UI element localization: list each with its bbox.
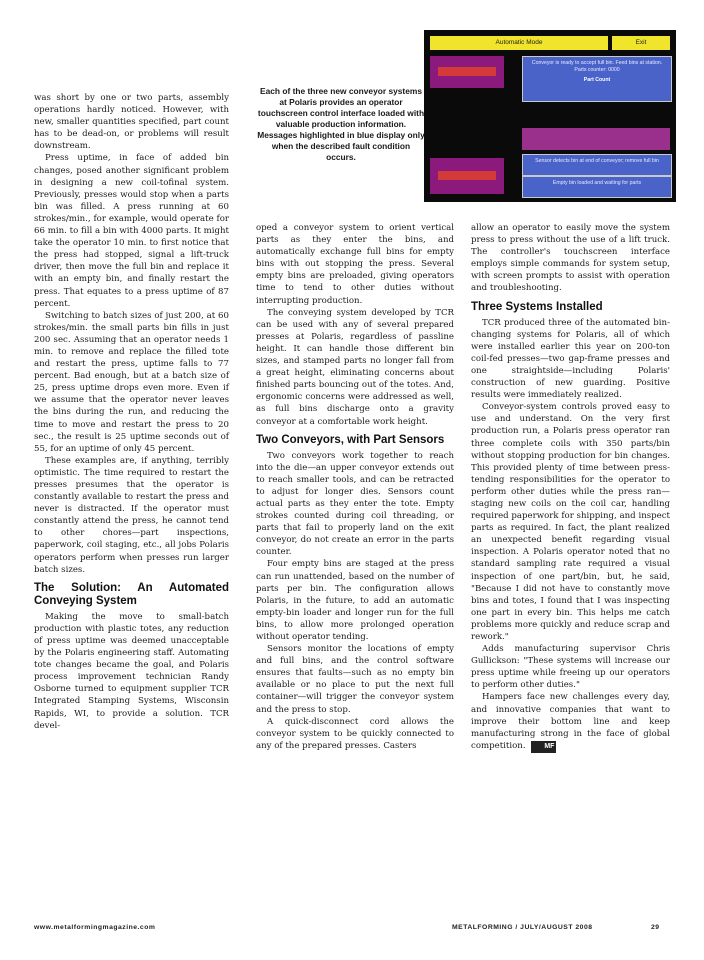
paragraph: TCR produced three of the automated bin-changing systems for Polaris, all of which were installed earlier this year on 200-ton coil-fed presses—two gap-frame presses and one straightside—including Polaris' construction of new guarding. Positive results were immediately realized. — [471, 317, 670, 401]
paragraph: The conveying system developed by TCR can be used with any of several prepared presses at Polaris, regardless of passline height. It can handle those different bin sizes, and stamped parts no longer fall from a great height, eliminating concerns about finished parts bouncing out of the totes. And, ergonomic concerns were addressed as well, as full bins discharge onto a gravity conveyor at a comfortable work height. — [256, 307, 454, 427]
footer-publication: METALFORMING / JULY/AUGUST 2008 — [452, 924, 593, 931]
column-1 — [34, 92, 229, 732]
screen-red-bar — [438, 171, 496, 180]
screen-conveyor-1-panel — [430, 56, 504, 88]
screen-magenta-box — [522, 128, 670, 150]
paragraph — [471, 691, 670, 752]
screen-header-exit: Exit — [612, 36, 670, 50]
paragraph-text: Hampers face new challenges every day, and innovative companies that want to improve their bottom line and keep manufacturing strong in the face of global competition. — [471, 692, 670, 751]
screen-status-sub: Part Count — [583, 77, 611, 83]
section-heading: Two Conveyors, with Part Sensors — [256, 433, 445, 446]
screen-status-box-2 — [522, 154, 672, 176]
paragraph: Switching to batch sizes of just 200, at 60 strokes/min. the small parts bin fills in just 200 sec. Assuming that an operator needs 1 min. to remove and replace the filled tote and restart the press, uptime falls to 77 percent. Bad enough, but at a batch size of 25, press uptime drops even more. Even if we assume that the operator never leaves the bins during the run, and reducing the time to move and restart the press to 20 sec., the result is 25 uptime seconds out of 55, for an uptime of only 45 percent. — [34, 310, 229, 454]
paragraph: Four empty bins are staged at the press can run unattended, based on the number of parts per bin. The configuration allows Polaris, in the future, to add an automatic empty-bin loader and longer run for the full bins, to allow more prolonged operation without operator tending. — [256, 559, 454, 642]
screen-status-box-3 — [522, 176, 672, 198]
paragraph: allow an operator to easily move the system press to press without the use of a lift truck. The controller's touchscreen interface employs simple commands for system setup, with screen prompts to assist with operation and troubleshooting. — [471, 223, 670, 294]
screen-status-box-1 — [522, 56, 672, 102]
screen-header-mode: Automatic Mode — [430, 36, 608, 50]
paragraph: Sensors monitor the locations of empty and full bins, and the control software ensures that faults—such as no empty bin available or no place to put the next full container—will trigger the conveyor system and the press to stop. — [256, 644, 454, 715]
column-2 — [256, 222, 454, 752]
paragraph: Making the move to small-batch production with plastic totes, any reduction of press uptime was deemed unacceptable by the Polaris engineering staff. Automating tote changes became the goal, and Polaris process improvement technician Randy Osborne turned to equipment supplier TCR Integrated Stamping Systems, Wisconsin Rapids, WI, to provide a solution. TCR devel- — [34, 611, 229, 731]
footer-url: www.metalformingmagazine.com — [34, 924, 156, 931]
page-number: 29 — [651, 924, 660, 931]
figure-caption: Each of the three new conveyor systems at Polaris provides an operator touchscreen control interface loaded with valuable production information. Messages highlighted in blue display only when the described fault condition occurs. — [257, 86, 425, 162]
screen-red-bar — [438, 67, 496, 76]
column-3 — [471, 222, 670, 753]
screen-conveyor-2-panel — [430, 158, 504, 194]
paragraph: Adds manufacturing supervisor Chris Gullickson: "These systems will increase our press uptime while freeing up our operators to perform other duties." — [471, 644, 670, 691]
paragraph: Press uptime, in face of added bin changes, posed another significant problem in designing a new coil-tofinal system. Previously, presses would stop when a parts bin was filled. A press running at 60 strokes/min., for example, would operate for 66 min. to fill a bin with 4000 parts. It might take the operator 10 min. to first notice that the press had stopped, signal a lift-truck driver, then move the full bin and replace it with an empty bin, and finally restart the press. That equates to a press uptime of 87 percent. — [34, 153, 229, 309]
paragraph: was short by one or two parts, assembly operations hardly noticed. However, with new, smaller quantities specified, part count has to be dead-on, or problems will result downstream. — [34, 93, 229, 152]
paragraph: These examples are, if anything, terribly optimistic. The time required to restart the presses presumes that the operator is constantly available to restart the press and never is distracted. If the operator must constantly attend the press, he cannot tend to other chores—part inspections, paperwork, coil staging, etc., all jobs Polaris operators perform when presses run larger batch sizes. — [34, 455, 229, 575]
section-heading: Three Systems Installed — [471, 300, 603, 313]
paragraph: Two conveyors work together to reach into the die—an upper conveyor extends out to reach smaller tools, and can be retracted to adjust for longer dies. Sensors count actual parts as they enter the tote. Empty strokes counted during coil threading, or parts that fail to properly land on the exit conveyor, do not create an error in the parts counter. — [256, 450, 454, 558]
paragraph: A quick-disconnect cord allows the conveyor system to be quickly connected to any of the prepared presses. Casters — [256, 716, 454, 751]
section-heading: The Solution: An Automated Conveying System — [34, 581, 229, 607]
paragraph: oped a conveyor system to orient vertical parts as they enter the bins, and automatically exchange full bins for empty bins with out stopping the press. Several empty bins are preloaded, giving operators time to tend to other duties without interrupting production. — [256, 223, 454, 306]
touchscreen-image — [424, 30, 676, 202]
screen-status-text-3: Empty bin loaded and waiting for parts — [552, 180, 642, 186]
screen-status-text-2: Sensor detects bin at end of conveyor; remove full bin — [535, 158, 659, 164]
end-mark-icon: MF — [531, 741, 556, 753]
paragraph: Conveyor-system controls proved easy to use and understand. On the very first production run, a Polaris press operator ran three complete coils with 350 parts/bin without stopping production for bin changes. This provided plenty of time between press-tending responsibilities for the operator to perform other duties while the press ran—staging new coils on the coil car, handling required paperwork for shipping, and inspect parts as required. In fact, the plant realized an unexpected benefit regarding visual inspection. A Polaris operator noted that no standard sampling rate required a visual inspection of one part/bin, but, he said, "Because I did not have to constantly move bins and totes, I found that I was inspecting one part in every bin. This helps me catch problems more quickly and reduce scrap and rework." — [471, 402, 670, 642]
screen-status-text-1: Conveyor is ready to accept full bin. Feed bins at station. Parts counter: 0000 — [531, 60, 663, 73]
